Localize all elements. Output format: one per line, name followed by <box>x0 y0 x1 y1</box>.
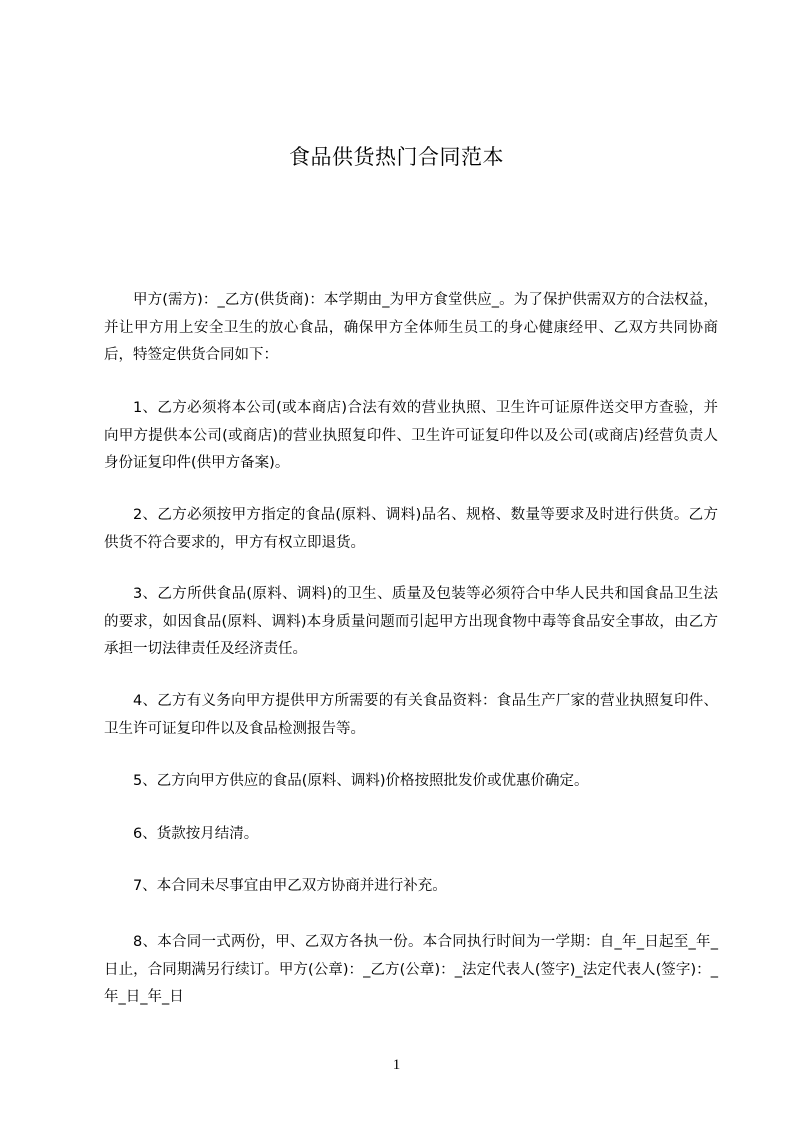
paragraph-clause-4: 4、乙方有义务向甲方提供甲方所需要的有关食品资料：食品生产厂家的营业执照复印件、卫生许可证复印件以及食品检测报告等。 <box>104 693 718 737</box>
paragraph-clause-2: 2、乙方必须按甲方指定的食品(原料、调料)品名、规格、数量等要求及时进行供货。乙方供货不符合要求的，甲方有权立即退货。 <box>104 507 718 551</box>
paragraph-clause-8: 8、本合同一式两份，甲、乙双方各执一份。本合同执行时间为一学期：自_年_日起至_年_日止，合同期满另行续订。甲方(公章)：_乙方(公章)：_法定代表人(签字)_法定代表人(签字)：_年_日_年_日 <box>104 934 718 1005</box>
paragraph-clause-3: 3、乙方所供食品(原料、调料)的卫生、质量及包装等必须符合中华人民共和国食品卫生法的要求，如因食品(原料、调料)本身质量问题而引起甲方出现食物中毒等食品安全事故，由乙方承担一切法律责任及经济责任。 <box>104 586 718 657</box>
paragraph-clause-7: 7、本合同未尽事宜由甲乙双方协商并进行补充。 <box>133 878 447 894</box>
paragraph-preamble: 甲方(需方)：_乙方(供货商)：本学期由_为甲方食堂供应_。为了保护供需双方的合法权益，并让甲方用上安全卫生的放心食品，确保甲方全体师生员工的身心健康经甲、乙双方共同协商后，特签定供货合同如下： <box>104 292 718 363</box>
paragraph-clause-1: 1、乙方必须将本公司(或本商店)合法有效的营业执照、卫生许可证原件送交甲方查验，并向甲方提供本公司(或商店)的营业执照复印件、卫生许可证复印件以及公司(或商店)经营负责人身份证复印件(供甲方备案)。 <box>104 400 718 471</box>
document-title: 食品供货热门合同范本 <box>289 145 504 169</box>
paragraph-clause-5: 5、乙方向甲方供应的食品(原料、调料)价格按照批发价或优惠价确定。 <box>133 773 589 789</box>
page-number: 1 <box>392 1057 401 1073</box>
paragraph-clause-6: 6、货款按月结清。 <box>133 826 259 842</box>
